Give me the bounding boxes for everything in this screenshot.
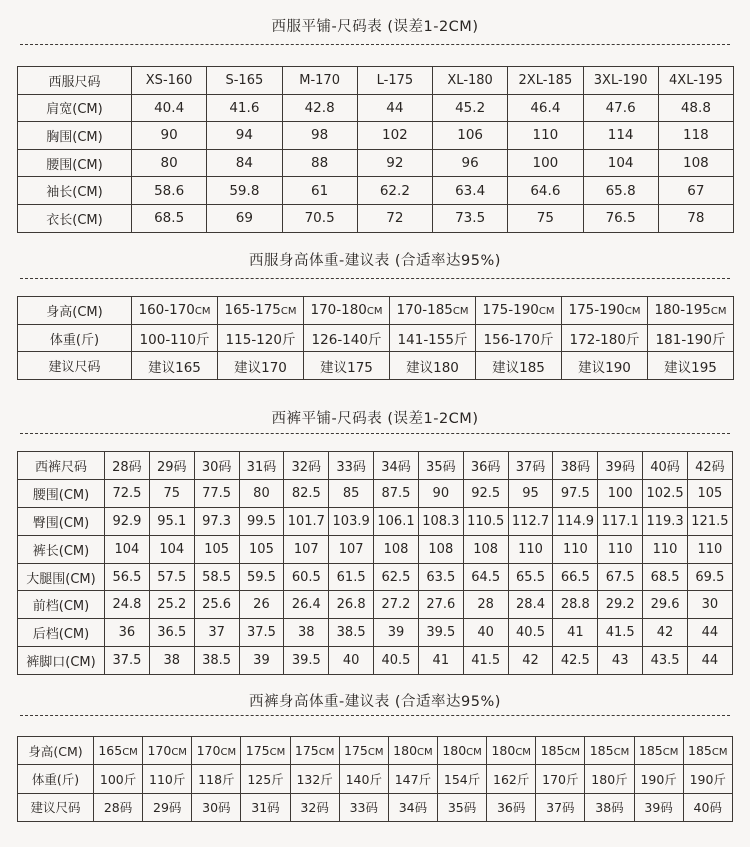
table-cell: 100 bbox=[508, 149, 583, 177]
table-row bbox=[18, 737, 733, 765]
table-cell: 62.2 bbox=[357, 177, 432, 205]
row-label-cell: 衣长(CM) bbox=[18, 204, 132, 232]
table-cell: 32码 bbox=[290, 793, 339, 821]
header-cell: 3XL-190 bbox=[583, 67, 658, 95]
table-cell: 建议185 bbox=[476, 352, 562, 380]
table-cell: 95.1 bbox=[149, 507, 194, 535]
table-cell: 97.3 bbox=[194, 507, 239, 535]
table-cell: 108 bbox=[418, 535, 463, 563]
table-cell: 175CM bbox=[241, 737, 290, 765]
table-cell: 80 bbox=[132, 149, 207, 177]
table-cell: 38.5 bbox=[194, 647, 239, 675]
table-cell: 105 bbox=[194, 535, 239, 563]
table-cell: 27.6 bbox=[418, 591, 463, 619]
table-row bbox=[18, 535, 733, 563]
table-cell: 46.4 bbox=[508, 94, 583, 122]
row-label-cell: 建议尺码 bbox=[18, 793, 94, 821]
header-cell: L-175 bbox=[357, 67, 432, 95]
pants-fit-title: 西裤身高体重-建议表 (合适率达95%) bbox=[249, 694, 501, 710]
header-cell: 32码 bbox=[284, 452, 329, 480]
header-cell: 33码 bbox=[329, 452, 374, 480]
table-cell: 73.5 bbox=[433, 204, 508, 232]
table-cell: 99.5 bbox=[239, 507, 284, 535]
table-cell: 40码 bbox=[683, 793, 732, 821]
table-cell: 180CM bbox=[388, 737, 437, 765]
table-cell: 36.5 bbox=[149, 619, 194, 647]
table-cell: 170-180CM bbox=[304, 297, 390, 325]
table-cell: 170CM bbox=[192, 737, 241, 765]
table-cell: 60.5 bbox=[284, 563, 329, 591]
suit-fit-table bbox=[17, 296, 734, 380]
table-cell: 56.5 bbox=[105, 563, 150, 591]
divider bbox=[20, 44, 730, 45]
suit-size-table bbox=[17, 66, 734, 233]
table-cell: 63.4 bbox=[433, 177, 508, 205]
header-cell: 35码 bbox=[418, 452, 463, 480]
table-cell: 82.5 bbox=[284, 479, 329, 507]
table-row bbox=[18, 647, 733, 675]
table-cell: 110 bbox=[643, 535, 688, 563]
table-cell: 39.5 bbox=[284, 647, 329, 675]
row-label-cell: 肩宽(CM) bbox=[18, 94, 132, 122]
table-cell: 106 bbox=[433, 122, 508, 150]
table-cell: 45.2 bbox=[433, 94, 508, 122]
row-label-cell: 臀围(CM) bbox=[18, 507, 105, 535]
table-cell: 68.5 bbox=[643, 563, 688, 591]
divider bbox=[20, 715, 730, 716]
table-cell: 36 bbox=[105, 619, 150, 647]
table-cell: 42 bbox=[508, 647, 553, 675]
header-cell: 37码 bbox=[508, 452, 553, 480]
table-cell: 108.3 bbox=[418, 507, 463, 535]
table-cell: 67 bbox=[658, 177, 733, 205]
table-cell: 28码 bbox=[94, 793, 143, 821]
table-cell: 90 bbox=[418, 479, 463, 507]
table-cell: 114 bbox=[583, 122, 658, 150]
table-cell: 95 bbox=[508, 479, 553, 507]
table-header-row bbox=[18, 452, 733, 480]
table-cell: 175-190CM bbox=[562, 297, 648, 325]
table-cell: 38.5 bbox=[329, 619, 374, 647]
table-cell: 29码 bbox=[143, 793, 192, 821]
table-cell: 44 bbox=[357, 94, 432, 122]
header-cell: XS-160 bbox=[132, 67, 207, 95]
table-cell: 42.8 bbox=[282, 94, 357, 122]
table-cell: 114.9 bbox=[553, 507, 598, 535]
table-cell: 104 bbox=[583, 149, 658, 177]
table-cell: 110 bbox=[508, 122, 583, 150]
header-cell: 30码 bbox=[194, 452, 239, 480]
table-cell: 39码 bbox=[634, 793, 683, 821]
table-cell: 180CM bbox=[437, 737, 486, 765]
header-cell: 39码 bbox=[598, 452, 643, 480]
divider bbox=[20, 278, 730, 279]
table-cell: 100-110斤 bbox=[132, 324, 218, 352]
header-cell: 29码 bbox=[149, 452, 194, 480]
table-cell: 37.5 bbox=[105, 647, 150, 675]
row-label-cell: 大腿围(CM) bbox=[18, 563, 105, 591]
table-cell: 110.5 bbox=[463, 507, 508, 535]
table-cell: 建议180 bbox=[390, 352, 476, 380]
table-cell: 34码 bbox=[388, 793, 437, 821]
table-cell: 36码 bbox=[487, 793, 536, 821]
table-cell: 110 bbox=[687, 535, 732, 563]
table-cell: 107 bbox=[284, 535, 329, 563]
table-cell: 190斤 bbox=[634, 765, 683, 793]
table-cell: 33码 bbox=[339, 793, 388, 821]
table-cell: 48.8 bbox=[658, 94, 733, 122]
table-cell: 70.5 bbox=[282, 204, 357, 232]
table-cell: 140斤 bbox=[339, 765, 388, 793]
table-cell: 62.5 bbox=[374, 563, 419, 591]
header-cell: XL-180 bbox=[433, 67, 508, 95]
table-cell: 181-190斤 bbox=[648, 324, 734, 352]
table-cell: 57.5 bbox=[149, 563, 194, 591]
table-cell: 180CM bbox=[487, 737, 536, 765]
table-cell: 92.5 bbox=[463, 479, 508, 507]
table-cell: 58.5 bbox=[194, 563, 239, 591]
table-cell: 41 bbox=[553, 619, 598, 647]
table-cell: 94 bbox=[207, 122, 282, 150]
table-cell: 26 bbox=[239, 591, 284, 619]
table-cell: 107 bbox=[329, 535, 374, 563]
table-cell: 118斤 bbox=[192, 765, 241, 793]
table-row bbox=[18, 793, 733, 821]
table-cell: 185CM bbox=[536, 737, 585, 765]
row-label-cell: 袖长(CM) bbox=[18, 177, 132, 205]
table-cell: 108 bbox=[463, 535, 508, 563]
table-cell: 175CM bbox=[290, 737, 339, 765]
table-cell: 101.7 bbox=[284, 507, 329, 535]
table-cell: 185CM bbox=[634, 737, 683, 765]
table-cell: 88 bbox=[282, 149, 357, 177]
table-cell: 80 bbox=[239, 479, 284, 507]
header-cell: M-170 bbox=[282, 67, 357, 95]
table-cell: 110斤 bbox=[143, 765, 192, 793]
table-cell: 92.9 bbox=[105, 507, 150, 535]
table-cell: 40.5 bbox=[374, 647, 419, 675]
table-cell: 35码 bbox=[437, 793, 486, 821]
table-row bbox=[18, 297, 734, 325]
table-cell: 108 bbox=[374, 535, 419, 563]
table-cell: 100斤 bbox=[94, 765, 143, 793]
table-cell: 78 bbox=[658, 204, 733, 232]
header-cell: 28码 bbox=[105, 452, 150, 480]
table-cell: 90 bbox=[132, 122, 207, 150]
table-cell: 96 bbox=[433, 149, 508, 177]
row-label-cell: 后档(CM) bbox=[18, 619, 105, 647]
row-label-cell: 胸围(CM) bbox=[18, 122, 132, 150]
table-cell: 39.5 bbox=[418, 619, 463, 647]
row-label-cell: 裤长(CM) bbox=[18, 535, 105, 563]
table-cell: 建议175 bbox=[304, 352, 390, 380]
table-cell: 97.5 bbox=[553, 479, 598, 507]
table-cell: 47.6 bbox=[583, 94, 658, 122]
row-label-cell: 身高(CM) bbox=[18, 737, 94, 765]
table-cell: 102 bbox=[357, 122, 432, 150]
table-cell: 59.8 bbox=[207, 177, 282, 205]
table-cell: 69.5 bbox=[687, 563, 732, 591]
table-cell: 24.8 bbox=[105, 591, 150, 619]
header-cell: 西裤尺码 bbox=[18, 452, 105, 480]
table-cell: 26.8 bbox=[329, 591, 374, 619]
table-cell: 110 bbox=[598, 535, 643, 563]
table-cell: 27.2 bbox=[374, 591, 419, 619]
table-cell: 132斤 bbox=[290, 765, 339, 793]
table-cell: 30码 bbox=[192, 793, 241, 821]
table-cell: 42.5 bbox=[553, 647, 598, 675]
table-cell: 40 bbox=[463, 619, 508, 647]
table-cell: 102.5 bbox=[643, 479, 688, 507]
table-cell: 92 bbox=[357, 149, 432, 177]
divider bbox=[20, 433, 730, 434]
table-row bbox=[18, 352, 734, 380]
table-header-row bbox=[18, 67, 734, 95]
table-row bbox=[18, 507, 733, 535]
table-cell: 170斤 bbox=[536, 765, 585, 793]
table-cell: 175CM bbox=[339, 737, 388, 765]
table-cell: 75 bbox=[149, 479, 194, 507]
table-cell: 61.5 bbox=[329, 563, 374, 591]
table-cell: 98 bbox=[282, 122, 357, 150]
table-cell: 28.8 bbox=[553, 591, 598, 619]
table-cell: 87.5 bbox=[374, 479, 419, 507]
table-cell: 41.5 bbox=[598, 619, 643, 647]
table-row bbox=[18, 324, 734, 352]
table-cell: 100 bbox=[598, 479, 643, 507]
row-label-cell: 腰围(CM) bbox=[18, 149, 132, 177]
table-cell: 162斤 bbox=[487, 765, 536, 793]
table-cell: 115-120斤 bbox=[218, 324, 304, 352]
table-cell: 72.5 bbox=[105, 479, 150, 507]
table-cell: 84 bbox=[207, 149, 282, 177]
table-cell: 40 bbox=[329, 647, 374, 675]
table-cell: 59.5 bbox=[239, 563, 284, 591]
table-cell: 69 bbox=[207, 204, 282, 232]
table-cell: 118 bbox=[658, 122, 733, 150]
table-row bbox=[18, 149, 734, 177]
table-cell: 40.5 bbox=[508, 619, 553, 647]
table-cell: 85 bbox=[329, 479, 374, 507]
table-cell: 68.5 bbox=[132, 204, 207, 232]
table-cell: 建议195 bbox=[648, 352, 734, 380]
header-cell: 36码 bbox=[463, 452, 508, 480]
row-label-cell: 前档(CM) bbox=[18, 591, 105, 619]
row-label-cell: 身高(CM) bbox=[18, 297, 132, 325]
table-cell: 165-175CM bbox=[218, 297, 304, 325]
row-label-cell: 体重(斤) bbox=[18, 324, 132, 352]
table-cell: 30 bbox=[687, 591, 732, 619]
table-cell: 37 bbox=[194, 619, 239, 647]
table-cell: 160-170CM bbox=[132, 297, 218, 325]
table-cell: 43 bbox=[598, 647, 643, 675]
table-cell: 125斤 bbox=[241, 765, 290, 793]
table-cell: 170-185CM bbox=[390, 297, 476, 325]
table-row bbox=[18, 122, 734, 150]
header-cell: 34码 bbox=[374, 452, 419, 480]
table-cell: 126-140斤 bbox=[304, 324, 390, 352]
table-row bbox=[18, 563, 733, 591]
table-cell: 28 bbox=[463, 591, 508, 619]
table-cell: 38 bbox=[284, 619, 329, 647]
table-cell: 64.6 bbox=[508, 177, 583, 205]
table-cell: 180斤 bbox=[585, 765, 634, 793]
table-cell: 61 bbox=[282, 177, 357, 205]
row-label-cell: 体重(斤) bbox=[18, 765, 94, 793]
table-cell: 63.5 bbox=[418, 563, 463, 591]
table-row bbox=[18, 94, 734, 122]
table-cell: 41.6 bbox=[207, 94, 282, 122]
table-cell: 26.4 bbox=[284, 591, 329, 619]
table-cell: 29.6 bbox=[643, 591, 688, 619]
table-cell: 185CM bbox=[585, 737, 634, 765]
table-row bbox=[18, 765, 733, 793]
table-row bbox=[18, 479, 733, 507]
table-cell: 44 bbox=[687, 647, 732, 675]
header-cell: 40码 bbox=[643, 452, 688, 480]
table-cell: 103.9 bbox=[329, 507, 374, 535]
table-cell: 110 bbox=[508, 535, 553, 563]
table-cell: 105 bbox=[239, 535, 284, 563]
table-cell: 66.5 bbox=[553, 563, 598, 591]
table-cell: 104 bbox=[149, 535, 194, 563]
table-cell: 25.6 bbox=[194, 591, 239, 619]
table-row bbox=[18, 591, 733, 619]
table-cell: 75 bbox=[508, 204, 583, 232]
table-cell: 72 bbox=[357, 204, 432, 232]
table-cell: 165CM bbox=[94, 737, 143, 765]
row-label-cell: 建议尺码 bbox=[18, 352, 132, 380]
table-cell: 65.8 bbox=[583, 177, 658, 205]
suit-size-title: 西服平铺-尺码表 (误差1-2CM) bbox=[271, 19, 479, 35]
table-cell: 39 bbox=[374, 619, 419, 647]
table-cell: 117.1 bbox=[598, 507, 643, 535]
table-cell: 105 bbox=[687, 479, 732, 507]
header-cell: 31码 bbox=[239, 452, 284, 480]
table-cell: 156-170斤 bbox=[476, 324, 562, 352]
table-cell: 67.5 bbox=[598, 563, 643, 591]
table-cell: 141-155斤 bbox=[390, 324, 476, 352]
table-cell: 77.5 bbox=[194, 479, 239, 507]
table-cell: 建议165 bbox=[132, 352, 218, 380]
table-cell: 65.5 bbox=[508, 563, 553, 591]
table-cell: 180-195CM bbox=[648, 297, 734, 325]
table-cell: 42 bbox=[643, 619, 688, 647]
pants-size-table bbox=[17, 451, 733, 675]
header-cell: 38码 bbox=[553, 452, 598, 480]
table-cell: 110 bbox=[553, 535, 598, 563]
table-cell: 41 bbox=[418, 647, 463, 675]
header-cell: 西服尺码 bbox=[18, 67, 132, 95]
table-cell: 28.4 bbox=[508, 591, 553, 619]
suit-fit-title: 西服身高体重-建议表 (合适率达95%) bbox=[249, 253, 501, 269]
header-cell: 2XL-185 bbox=[508, 67, 583, 95]
table-cell: 170CM bbox=[143, 737, 192, 765]
table-cell: 40.4 bbox=[132, 94, 207, 122]
table-cell: 121.5 bbox=[687, 507, 732, 535]
table-cell: 104 bbox=[105, 535, 150, 563]
table-cell: 39 bbox=[239, 647, 284, 675]
table-cell: 37.5 bbox=[239, 619, 284, 647]
table-row bbox=[18, 619, 733, 647]
table-cell: 76.5 bbox=[583, 204, 658, 232]
table-cell: 108 bbox=[658, 149, 733, 177]
table-cell: 147斤 bbox=[388, 765, 437, 793]
table-cell: 37码 bbox=[536, 793, 585, 821]
pants-size-title: 西裤平铺-尺码表 (误差1-2CM) bbox=[271, 411, 479, 427]
table-cell: 58.6 bbox=[132, 177, 207, 205]
table-cell: 185CM bbox=[683, 737, 732, 765]
table-cell: 31码 bbox=[241, 793, 290, 821]
table-row bbox=[18, 177, 734, 205]
table-cell: 38 bbox=[149, 647, 194, 675]
table-cell: 172-180斤 bbox=[562, 324, 648, 352]
table-cell: 29.2 bbox=[598, 591, 643, 619]
header-cell: 42码 bbox=[687, 452, 732, 480]
pants-fit-table bbox=[17, 736, 733, 822]
table-cell: 43.5 bbox=[643, 647, 688, 675]
table-cell: 38码 bbox=[585, 793, 634, 821]
table-cell: 建议170 bbox=[218, 352, 304, 380]
table-cell: 190斤 bbox=[683, 765, 732, 793]
table-cell: 建议190 bbox=[562, 352, 648, 380]
table-cell: 112.7 bbox=[508, 507, 553, 535]
table-cell: 25.2 bbox=[149, 591, 194, 619]
table-cell: 64.5 bbox=[463, 563, 508, 591]
table-cell: 154斤 bbox=[437, 765, 486, 793]
table-cell: 41.5 bbox=[463, 647, 508, 675]
table-cell: 106.1 bbox=[374, 507, 419, 535]
table-cell: 44 bbox=[687, 619, 732, 647]
header-cell: 4XL-195 bbox=[658, 67, 733, 95]
row-label-cell: 裤脚口(CM) bbox=[18, 647, 105, 675]
row-label-cell: 腰围(CM) bbox=[18, 479, 105, 507]
table-cell: 119.3 bbox=[643, 507, 688, 535]
table-row bbox=[18, 204, 734, 232]
table-cell: 175-190CM bbox=[476, 297, 562, 325]
header-cell: S-165 bbox=[207, 67, 282, 95]
